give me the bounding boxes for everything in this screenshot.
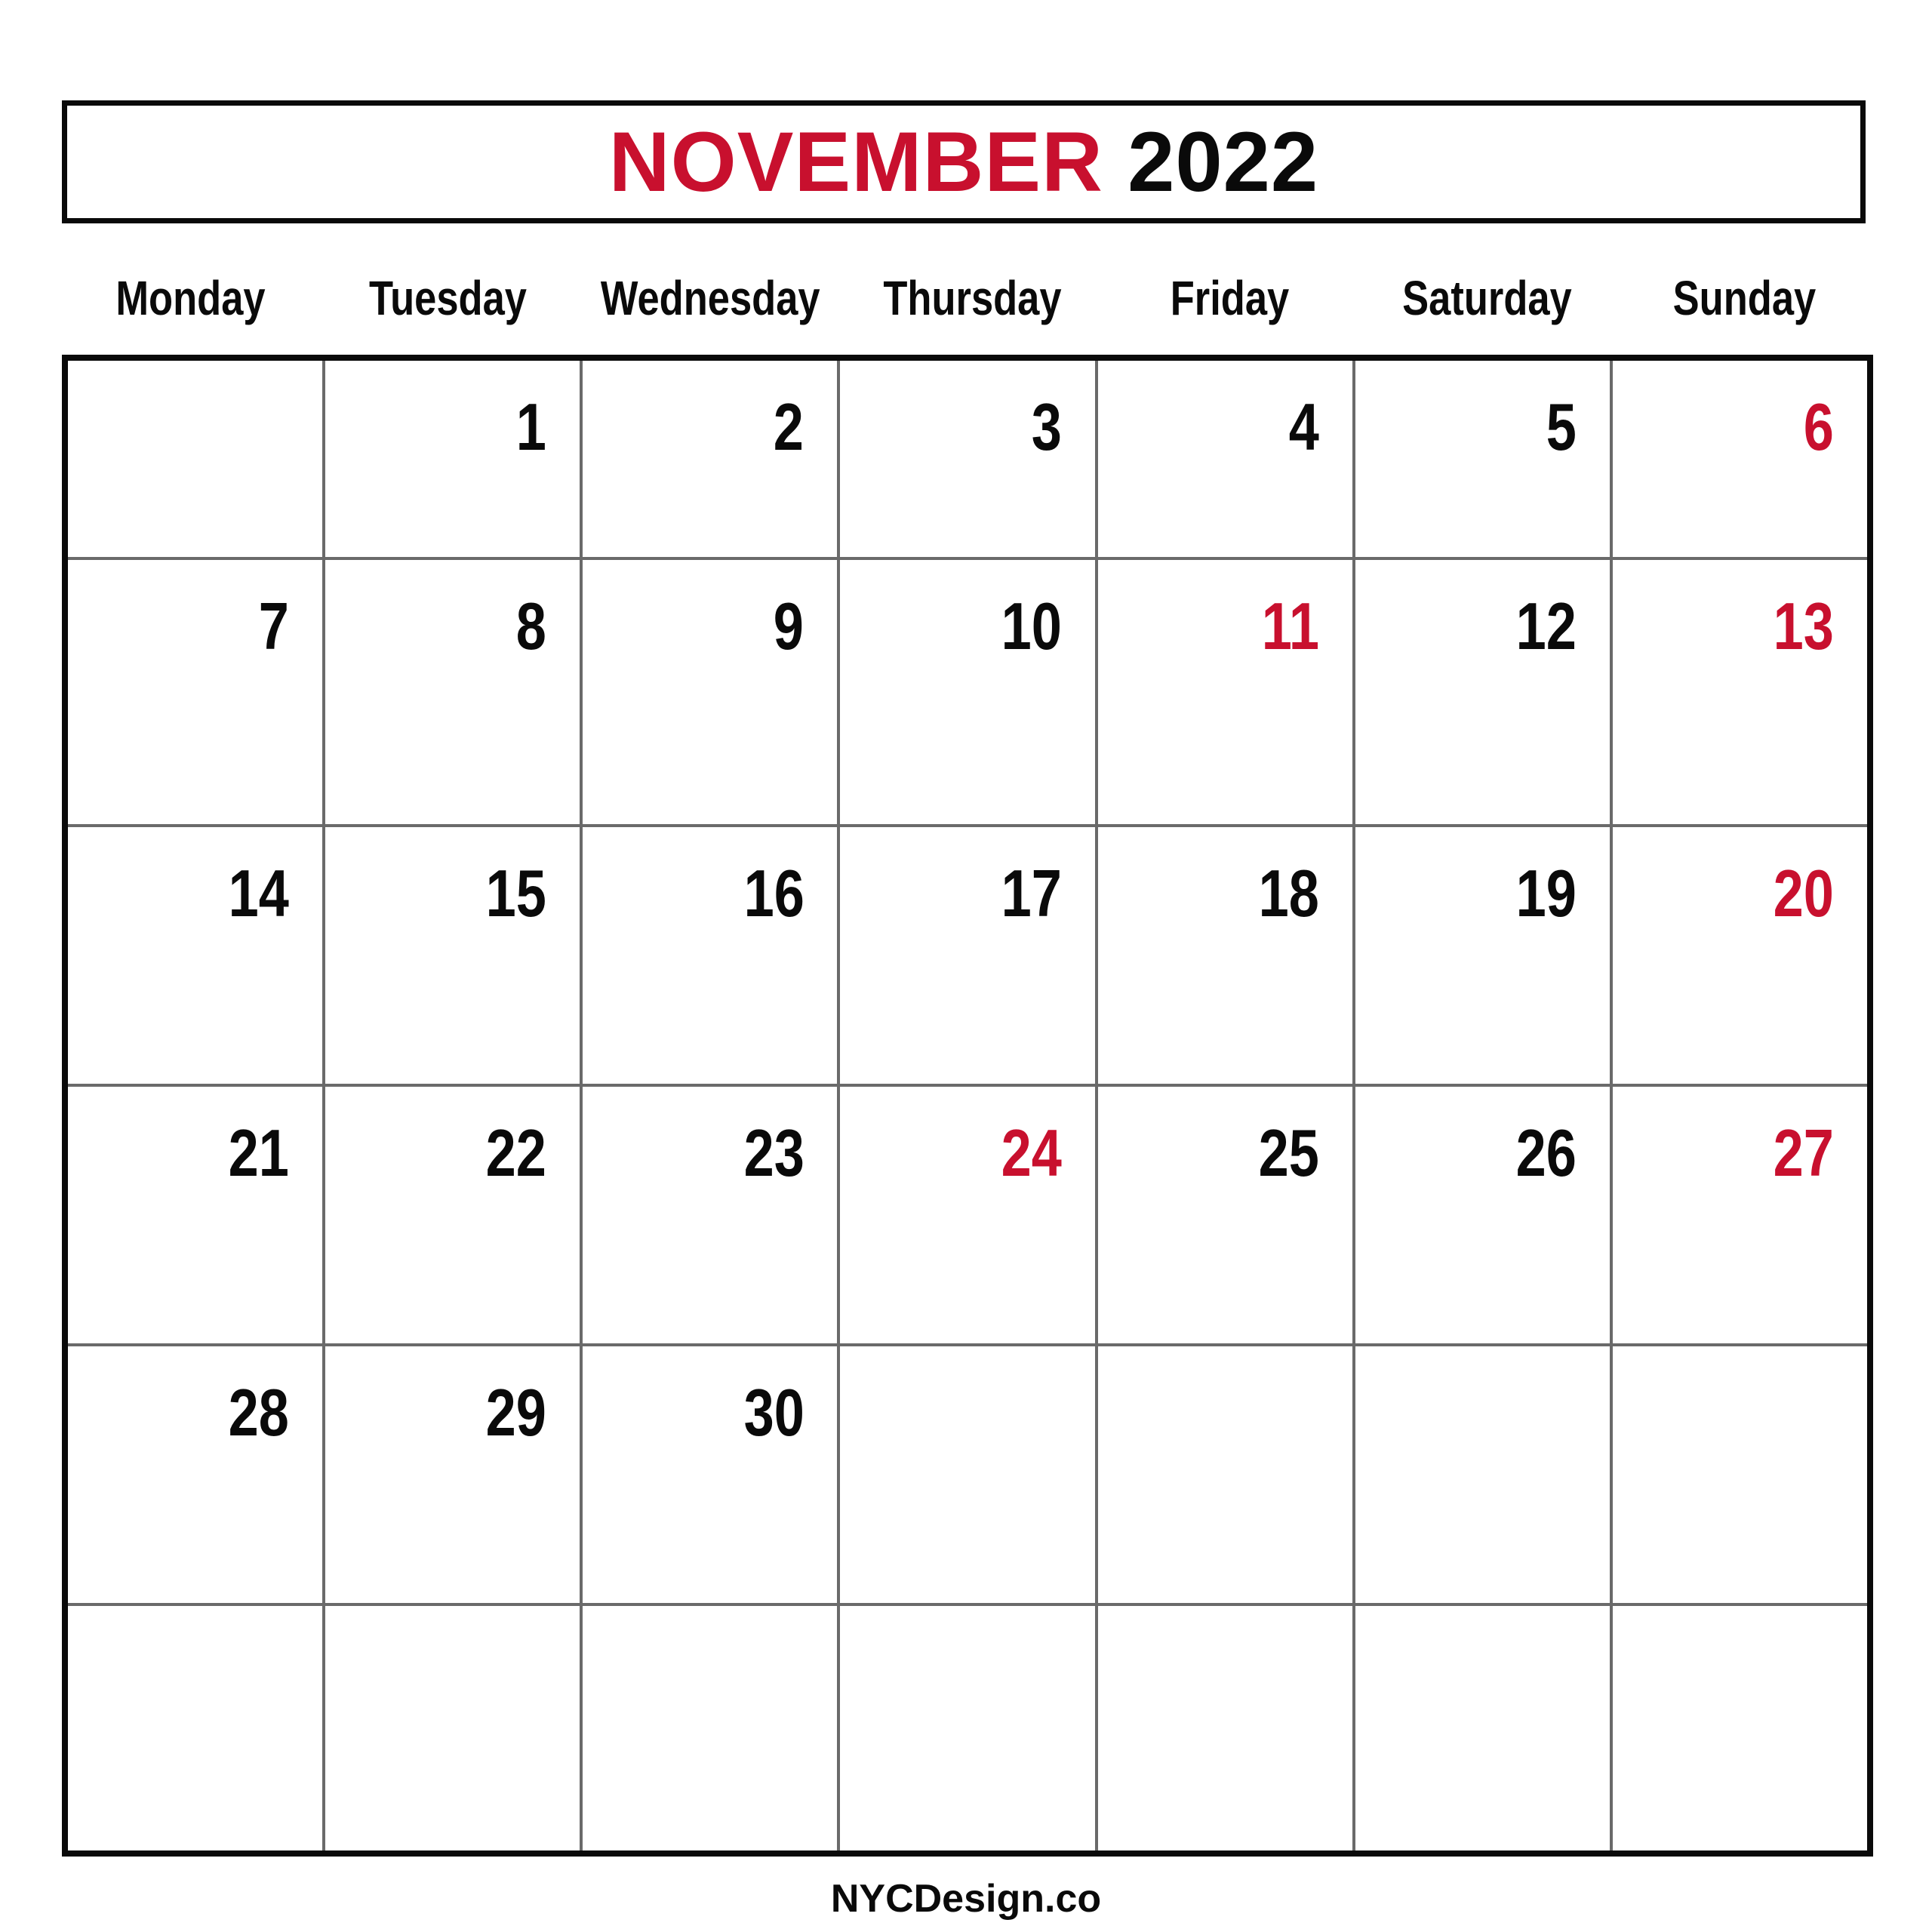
weekday-wednesday: Wednesday (600, 271, 820, 325)
day-cell (1355, 1606, 1610, 1850)
day-number: 13 (1773, 589, 1834, 663)
day-cell (68, 827, 322, 1084)
day-cell (68, 1606, 322, 1850)
day-cell (68, 1087, 322, 1343)
day-number: 19 (1515, 856, 1577, 931)
day-cell (1613, 361, 1867, 557)
day-cell (1098, 827, 1352, 1084)
day-number: 28 (228, 1375, 290, 1450)
day-cell (325, 1087, 580, 1343)
weekday-sunday: Sunday (1672, 271, 1817, 325)
day-cell (1355, 1346, 1610, 1603)
day-cell (1098, 1087, 1352, 1343)
year: 2022 (1128, 114, 1319, 209)
weekday-header-row (62, 257, 1873, 340)
day-cell (583, 1606, 837, 1850)
month-name: NOVEMBER (608, 114, 1103, 209)
day-cell (325, 827, 580, 1084)
day-number: 15 (486, 856, 547, 931)
day-cell (583, 1346, 837, 1603)
day-number: 7 (258, 589, 290, 663)
day-cell (1613, 1606, 1867, 1850)
weekday-friday: Friday (1170, 271, 1290, 325)
day-cell (325, 560, 580, 824)
day-cell (1098, 1346, 1352, 1603)
day-cell (1613, 1087, 1867, 1343)
day-number: 3 (1031, 389, 1062, 464)
weekday-tuesday: Tuesday (368, 271, 527, 325)
day-cell (840, 827, 1094, 1084)
day-cell (1613, 1346, 1867, 1603)
day-number: 22 (486, 1115, 547, 1190)
day-number: 26 (1515, 1115, 1577, 1190)
day-number: 18 (1258, 856, 1319, 931)
day-number: 9 (774, 589, 804, 663)
day-cell (840, 560, 1094, 824)
day-cell (583, 361, 837, 557)
footer-credit: NYCDesign.co (830, 1877, 1102, 1921)
day-number: 24 (1001, 1115, 1062, 1190)
day-number: 5 (1546, 389, 1577, 464)
day-cell (583, 560, 837, 824)
day-number: 30 (743, 1375, 804, 1450)
weekday-saturday: Saturday (1402, 271, 1572, 325)
calendar-grid (62, 355, 1873, 1857)
day-cell (68, 1346, 322, 1603)
day-number: 25 (1258, 1115, 1319, 1190)
day-number: 10 (1001, 589, 1062, 663)
day-cell (325, 1606, 580, 1850)
day-number: 17 (1001, 856, 1062, 931)
day-cell (1355, 1087, 1610, 1343)
day-cell (1098, 560, 1352, 824)
day-number: 23 (743, 1115, 804, 1190)
day-cell (840, 361, 1094, 557)
day-cell (1355, 560, 1610, 824)
day-number: 11 (1261, 589, 1319, 663)
day-cell (583, 827, 837, 1084)
day-number: 2 (774, 389, 804, 464)
day-cell (1613, 827, 1867, 1084)
day-number: 12 (1515, 589, 1577, 663)
day-cell (1355, 827, 1610, 1084)
day-number: 27 (1773, 1115, 1834, 1190)
day-cell (325, 361, 580, 557)
day-cell (1098, 361, 1352, 557)
day-number: 29 (486, 1375, 547, 1450)
day-number: 4 (1288, 389, 1319, 464)
day-number: 20 (1773, 856, 1834, 931)
day-number: 16 (743, 856, 804, 931)
day-number: 6 (1803, 389, 1834, 464)
day-cell (68, 560, 322, 824)
day-cell (68, 361, 322, 557)
day-number: 21 (228, 1115, 290, 1190)
day-cell (1355, 361, 1610, 557)
weekday-monday: Monday (115, 271, 266, 325)
day-cell (1098, 1606, 1352, 1850)
day-number: 8 (516, 589, 547, 663)
weekday-thursday: Thursday (883, 271, 1062, 325)
day-cell (840, 1087, 1094, 1343)
day-number: 1 (516, 389, 547, 464)
day-cell (1613, 560, 1867, 824)
day-cell (840, 1346, 1094, 1603)
day-number: 14 (228, 856, 290, 931)
calendar-title-box (62, 100, 1866, 223)
day-cell (583, 1087, 837, 1343)
calendar-title (608, 114, 1319, 209)
day-cell (840, 1606, 1094, 1850)
day-cell (325, 1346, 580, 1603)
